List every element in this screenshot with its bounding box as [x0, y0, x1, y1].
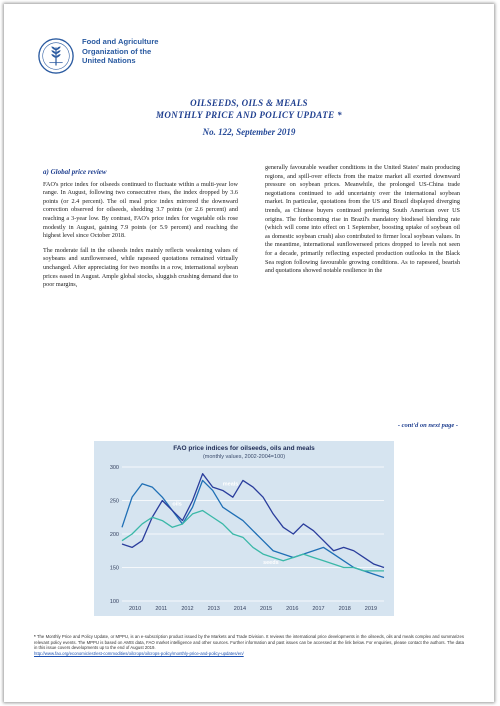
chart-canvas	[94, 441, 394, 616]
x-tick-label: 2011	[155, 606, 168, 612]
x-tick-label: 2012	[181, 606, 194, 612]
left-column	[43, 168, 238, 296]
footnote	[34, 634, 464, 656]
chart-title: FAO price indices for oilseeds, oils and meals	[173, 445, 315, 452]
series-annotation: meals	[222, 481, 239, 488]
right-column	[265, 164, 460, 282]
paragraph: FAO's price index for oilseeds continued to fluctuate within a multi-year low range. In August, following two consecutive rises, the index dropped by 3.6 points (or 2.4 percent). The oil meal price index mirrored the downward correction observed for oilseeds, shedding 3.7 points (or 2.6 percent) and reaching a 3-year low. By contrast, FAO's price index for vegetable oils rose modestly in August, gaining 7.9 points (or 5.9 percent) and reaching the highest level since October 2018.	[43, 180, 238, 240]
organization-name	[82, 37, 222, 66]
x-tick-label: 2015	[259, 606, 273, 612]
paragraph: The moderate fall in the oilseeds index mainly reflects weakening values of soybeans and sunflowerseed, while rapeseed quotations remained virtually unchanged. After appreciating for two months in a row, international soybean prices eased in August. Ample global stocks, sluggish crushing demand due to poor margins,	[43, 246, 238, 289]
series-annotation: seeds	[263, 560, 279, 567]
footnote-link[interactable]: http://www.fao.org/economic/est/est-commodities/oilcrops/oilcrops-policy/monthly-price-and-policy-updates/en/	[34, 650, 244, 656]
continuation-note: - cont'd on next page -	[397, 422, 458, 429]
y-tick-label: 250	[109, 498, 119, 505]
paragraph: generally favourable weather conditions in the United States' main producing regions, and spill-over effects from the maize market all exerted downward pressure on soybean prices. Meanwhile, the prolonged US-China trade negotiations continued to add uncertainty over the international soybean market. In particular, quotations from the US and Brazil displayed diverging trends, as Chinese buyers continued preferring South American over US origins. The forthcoming rise in Brazil's mandatory biodiesel blending rate (which will come into effect on 1 September, boosting uptake of soybean oil as domestic soybean crush) also contributed to firmer local soybean values. In the meantime, international sunflowerseed prices dropped to levels not seen for a decade, primarily reflecting expected production outlooks in the Black Sea region following favourable growing conditions. As to rapeseed, bearish and quotations showed notable resilience in the	[265, 164, 460, 275]
x-tick-label: 2010	[128, 606, 142, 612]
y-tick-label: 150	[109, 565, 119, 572]
chart-subtitle: (monthly values, 2002-2004=100)	[202, 454, 286, 460]
x-tick-label: 2019	[364, 606, 378, 612]
section-heading: a) Global price review	[43, 168, 107, 176]
y-tick-label: 100	[109, 599, 119, 605]
y-tick-label: 200	[109, 532, 119, 538]
footnote-marker: *	[34, 634, 36, 639]
issue-number: No. 122, September 2019	[202, 127, 296, 137]
document-title	[64, 97, 434, 138]
series-line-oils	[122, 480, 384, 577]
y-tick-label: 300	[109, 465, 119, 471]
organization-name-line3: United Nations	[82, 56, 136, 65]
series-annotation: oils	[172, 501, 182, 508]
organization-name-line1: Food and Agriculture	[82, 37, 159, 46]
title-line1: OILSEEDS, OILS & MEALS	[190, 98, 308, 108]
x-tick-label: 2017	[312, 606, 325, 612]
fao-logo-icon	[37, 37, 75, 75]
x-tick-label: 2018	[338, 606, 351, 612]
price-index-chart	[94, 441, 394, 616]
x-tick-label: 2013	[207, 606, 220, 612]
document-page	[4, 4, 494, 702]
organization-name-line2: Organization of the	[82, 46, 152, 56]
footnote-text: The Monthly Price and Policy Update, or MPPU, is an e-subscription product issued by the Markets and Trade Division. It reviews the international price developments in the oilseeds, oils and meals complex and summarizes relevant policy events. The MPPU is based on AMIS data, FAO market intelligence and other sources. Further information and past issues can be accessed at the link below. For enquiries, please contact the authors. The data in this issue covers developments up to the end of August 2019.	[34, 634, 464, 651]
x-tick-label: 2016	[286, 606, 299, 612]
title-line2: MONTHLY PRICE AND POLICY UPDATE *	[155, 110, 343, 120]
x-tick-label: 2014	[233, 606, 247, 612]
